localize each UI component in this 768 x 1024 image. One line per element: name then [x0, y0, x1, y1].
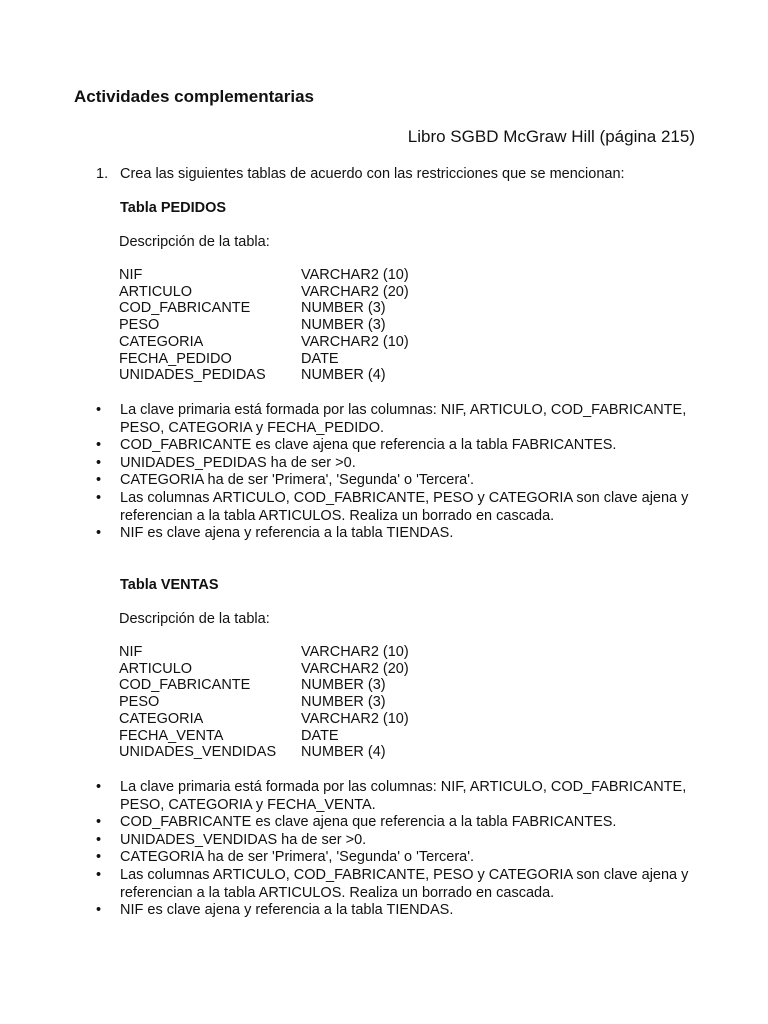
column-type: VARCHAR2 (10): [301, 644, 409, 660]
rule-item: [96, 402, 716, 437]
bullet-icon: •: [96, 525, 102, 542]
rule-text: CATEGORIA ha de ser 'Primera', 'Segunda' o 'Tercera'.: [120, 472, 475, 489]
rule-text: COD_FABRICANTE es clave ajena que referencia a la tabla FABRICANTES.: [120, 814, 617, 831]
column-name: ARTICULO: [119, 283, 193, 300]
column-list: [119, 267, 409, 384]
column-name: UNIDADES_VENDIDAS: [119, 744, 277, 761]
column-type: NUMBER (4): [301, 744, 386, 761]
column-type: NUMBER (3): [301, 300, 386, 317]
column-row: [119, 334, 409, 351]
rule-item: [96, 902, 716, 920]
column-row: [119, 300, 409, 317]
rule-item: [96, 849, 716, 867]
column-type: VARCHAR2 (10): [301, 267, 409, 283]
column-type: VARCHAR2 (20): [301, 283, 409, 300]
column-row: [119, 661, 409, 678]
rule-text: La clave primaria está formada por las columnas: NIF, ARTICULO, COD_FABRICANTE, PESO, CATEGORIA y FECHA_VENTA.: [120, 779, 687, 813]
bullet-icon: •: [96, 472, 102, 489]
bullet-icon: •: [96, 866, 102, 883]
column-row: [119, 711, 409, 728]
column-row: [119, 351, 409, 368]
page-title: Actividades complementarias: [74, 87, 314, 106]
column-list: [119, 644, 409, 761]
rule-item: [96, 472, 716, 490]
column-name: PESO: [119, 694, 160, 711]
rule-text: CATEGORIA ha de ser 'Primera', 'Segunda' o 'Tercera'.: [120, 849, 475, 866]
rule-text: COD_FABRICANTE es clave ajena que referencia a la tabla FABRICANTES.: [120, 437, 617, 454]
bullet-icon: •: [96, 814, 102, 831]
bullet-icon: •: [96, 454, 102, 471]
column-type: DATE: [301, 727, 339, 744]
bullet-icon: •: [96, 437, 102, 454]
column-type: NUMBER (4): [301, 367, 386, 384]
section-title: Tabla PEDIDOS: [120, 200, 227, 216]
rule-text: NIF es clave ajena y referencia a la tabla TIENDAS.: [120, 525, 454, 542]
column-type: VARCHAR2 (20): [301, 660, 409, 677]
column-name: NIF: [119, 644, 143, 660]
rule-text: La clave primaria está formada por las columnas: NIF, ARTICULO, COD_FABRICANTE, PESO, CATEGORIA y FECHA_PEDIDO.: [120, 402, 687, 436]
rule-text: Las columnas ARTICULO, COD_FABRICANTE, PESO y CATEGORIA son clave ajena y referencian a la tabla ARTICULOS. Realiza un borrado en cascada.: [120, 489, 689, 524]
rule-item: [96, 814, 716, 832]
rule-text: UNIDADES_VENDIDAS ha de ser >0.: [120, 831, 367, 848]
column-row: [119, 644, 409, 661]
column-name: FECHA_PEDIDO: [119, 350, 232, 367]
column-type: VARCHAR2 (10): [301, 710, 409, 727]
column-row: [119, 317, 409, 334]
column-type: NUMBER (3): [301, 677, 386, 694]
column-name: COD_FABRICANTE: [119, 677, 251, 694]
rule-item: [96, 867, 716, 902]
exercise-number: 1.: [96, 166, 109, 182]
bullet-icon: •: [96, 831, 102, 848]
bullet-icon: •: [96, 779, 102, 795]
rules-list: [96, 779, 716, 920]
column-name: FECHA_VENTA: [119, 727, 224, 744]
column-row: [119, 744, 409, 761]
rule-item: [96, 490, 716, 525]
rule-item: [96, 455, 716, 473]
column-row: [119, 677, 409, 694]
book-reference: Libro SGBD McGraw Hill (página 215): [407, 127, 695, 146]
column-row: [119, 284, 409, 301]
rule-item: [96, 832, 716, 850]
rule-item: [96, 525, 716, 543]
rule-text: NIF es clave ajena y referencia a la tabla TIENDAS.: [120, 902, 454, 919]
column-type: NUMBER (3): [301, 694, 386, 711]
rule-item: [96, 437, 716, 455]
column-type: DATE: [301, 350, 339, 367]
bullet-icon: •: [96, 489, 102, 506]
column-name: PESO: [119, 317, 160, 334]
column-row: [119, 267, 409, 284]
column-row: [119, 367, 409, 384]
column-row: [119, 728, 409, 745]
column-name: NIF: [119, 267, 143, 283]
column-name: CATEGORIA: [119, 710, 204, 727]
rule-text: Las columnas ARTICULO, COD_FABRICANTE, PESO y CATEGORIA son clave ajena y referencian a la tabla ARTICULOS. Realiza un borrado en cascada.: [120, 866, 689, 901]
column-type: NUMBER (3): [301, 317, 386, 334]
rules-list: [96, 402, 716, 543]
column-row: [119, 694, 409, 711]
column-name: ARTICULO: [119, 660, 193, 677]
exercise-item: [96, 166, 625, 182]
column-name: CATEGORIA: [119, 333, 204, 350]
description-label: Descripción de la tabla:: [119, 234, 270, 250]
bullet-icon: •: [96, 849, 102, 866]
column-type: VARCHAR2 (10): [301, 333, 409, 350]
bullet-icon: •: [96, 902, 102, 919]
rule-item: [96, 779, 716, 814]
column-name: COD_FABRICANTE: [119, 300, 251, 317]
description-label: Descripción de la tabla:: [119, 611, 270, 627]
column-name: UNIDADES_PEDIDAS: [119, 367, 266, 384]
exercise-text: Crea las siguientes tablas de acuerdo con las restricciones que se mencionan:: [120, 166, 625, 182]
rule-text: UNIDADES_PEDIDAS ha de ser >0.: [120, 454, 356, 471]
section-title: Tabla VENTAS: [120, 577, 219, 593]
bullet-icon: •: [96, 402, 102, 418]
